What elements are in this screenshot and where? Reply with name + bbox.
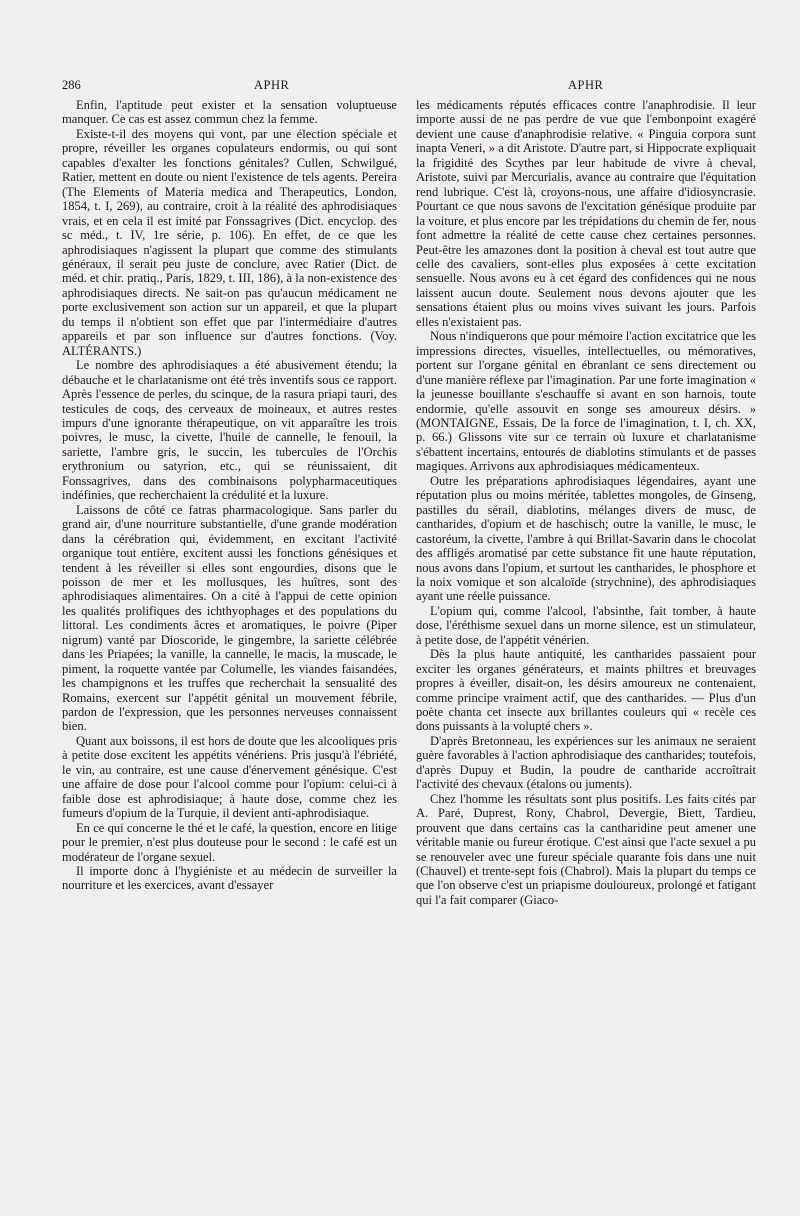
paragraph: Laissons de côté ce fatras pharmacologique. Sans parler du grand air, d'une nourriture substantielle, d'une grande modération dans la cérébration qui, évidemment, en excitant l'activité organique tout entière, excitent aussi les fonctions génésiques et tendent à les réveiller si elles sont engourdies, disons que le poisson de mer et les mollusques, les huîtres, sont des aphrodisiaques alimentaires. On a cité à l'appui de cette opinion les qualités prolifiques des ichthyophages et des populations du littoral. Les condiments âcres et aromatiques, le poivre (Piper nigrum) vanté par Dioscoride, le gingembre, la sariette célébrée dans les Priapées; la vanille, la cannelle, le macis, la muscade, le piment, la roquette vantée par Columelle, les viandes faisandées, les champignons et les truffes que recherchait la sensualité des Romains, exercent sur l'appétit génital un mouvement fébrile, pardon de l'expression, que les personnes nerveuses connaissent bien.: [62, 502, 397, 734]
left-column: [62, 98, 397, 1198]
paragraph: D'après Bretonneau, les expériences sur les animaux ne seraient guère favorables à l'action aphrodisiaque des cantharides; toutefois, d'après Dupuy et Budin, la poudre de cantharide accroîtrait l'activité des chevaux (étalons ou juments).: [416, 733, 756, 792]
paragraph: Outre les préparations aphrodisiaques légendaires, ayant une réputation plus ou moins méritée, tablettes mongoles, de Ginseng, pastilles du sérail, diablotins, mélanges divers de musc, de cantharides, d'opium et de haschisch; outre la vanille, le musc, le castoréum, la civette, l'ambre à qui Brillat-Savarin dans le chocolat des affligés aromatisé par cette substance fit une haute réputation, nous avons dans l'opium, et surtout les cantharides, le phosphore et la noix vomique et son alcaloïde (strychnine), des aphrodisiaques ayant une réelle puissance.: [416, 473, 756, 604]
paragraph: Dès la plus haute antiquité, les cantharides passaient pour exciter les organes générateurs, et maints philtres et breuvages propres à éveiller, disait-on, les désirs amoureux ne contenaient, comme principe vraiment actif, que des cantharides. — Plus d'un poète chanta cet insecte aux brillantes couleurs qui « recèle ces dons puissants à la volupté chers ».: [416, 647, 756, 734]
paragraph: les médicaments réputés efficaces contre l'anaphrodisie. Il leur importe aussi de ne pas perdre de vue que l'embonpoint exagéré devient une cause d'anaphrodisie relative. « Pinguia corpora sunt inapta Veneri, » a dit Aristote. D'autre part, si Hippocrate expliquait la frigidité des Scythes par leur habitude de vivre à cheval, Aristote, suivi par Mercurialis, avance au contraire que l'équitation rend lubrique. C'est là, croyons-nous, une affaire d'idiosyncrasie. Pourtant ce que nous savons de l'excitation génésique produite par la voiture, et plus encore par les trépidations du chemin de fer, nous font admettre la réalité de cette cause chez certaines personnes. Peut-être les amazones dont la position à cheval est tout autre que celle des cavaliers, sont-elles plus exposées à cette excitation sensuelle. Nous avons eu à cet égard des confidences qui ne nous laissent aucun doute. Seulement nous devons ajouter que les sensations étaient plus ou moins vives suivant les jours. Parfois elles n'existaient pas.: [416, 98, 756, 329]
paragraph: Nous n'indiquerons que pour mémoire l'action excitatrice que les impressions directes, visuelles, intellectuelles, ou mémoratives, portent sur l'organe génital en ébranlant ce sens directement ou d'une manière réflexe par l'imagination. Par une forte imagination « la jeunesse bouillante s'eschauffe si avant en son harnois, toute endormie, qu'elle assouvit en songe ses amoureux désirs. » (MONTAIGNE, Essais, De la force de l'imagination, t. I, ch. XX, p. 66.) Glissons vite sur ce terrain où luxure et charlatanisme s'ébattent incertains, entourés de diablotins stimulants et de passes magiques. Arrivons aux aphrodisiaques médicamenteux.: [416, 329, 756, 474]
paragraph: L'opium qui, comme l'alcool, l'absinthe, fait tomber, à haute dose, l'éréthisme sexuel dans un morne silence, est un stimulateur, à petite dose, de l'appétit vénérien.: [416, 603, 756, 647]
paragraph: Chez l'homme les résultats sont plus positifs. Les faits cités par A. Paré, Duprest, Rony, Chabrol, Devergie, Biett, Tardieu, prouvent que dans certains cas la cantharidine peut amener une véritable manie ou fureur érotique. C'est ainsi que l'acte sexuel a pu se renouveler avec une fureur spéciale quarante fois dans une nuit (Chauvel) et trente-sept fois (Chabrol). Mais la plupart du temps ce que l'on observe c'est un priapisme douloureux, prolongé et fatigant qui l'a fait comparer (Giaco-: [416, 791, 756, 907]
page-number: 286: [62, 78, 81, 92]
paragraph: En ce qui concerne le thé et le café, la question, encore en litige pour le premier, n'est plus douteuse pour le second : le café est un modérateur de l'organe sexuel.: [62, 820, 397, 864]
paragraph: Existe-t-il des moyens qui vont, par une élection spéciale et propre, réveiller les organes copulateurs endormis, ou qui sont capables d'exalter les fonctions génitales? Cullen, Schwilgué, Ratier, mettent en doute ou nient l'existence de tels agents. Pereira (The Elements of Materia medica and Therapeutics, London, 1854, t. I, 269), au contraire, croit à la réalité des aphrodisiaques vrais, et en cela il est imité par Fonssagrives (Dict. encyclop. des sc méd., t. IV, 1re série, p. 106). En effet, de ce que les aphrodisiaques n'agissent la plupart que comme des stimulants généraux, il serait peu juste de conclure, avec Ratier (Dict. de méd. et chir. pratiq., Paris, 1829, t. III, 186), à la non-existence des aphrodisiaques directs. Ne sait-on pas qu'aucun médicament ne porte exclusivement son action sur un appareil, et que la plupart du temps il n'obtient son effet que par l'intermédiaire d'autres appareils et par son influence sur d'autres fonctions. (Voy. ALTÉRANTS.): [62, 126, 397, 358]
paragraph: Enfin, l'aptitude peut exister et la sensation voluptueuse manquer. Ce cas est assez commun chez la femme.: [62, 98, 397, 127]
right-column: [416, 98, 756, 1198]
paragraph: Le nombre des aphrodisiaques a été abusivement étendu; la débauche et le charlatanisme ont été très inventifs sous ce rapport. Après l'essence de perles, du scinque, de la rasura priapi tauri, des testicules de coqs, des cerveaux de moineaux, et autres restes impurs d'une ignorante thérapeutique, on vit apparaître les trois poivres, le musc, la civette, l'huile de cannelle, le fenouil, la sariette, l'ambre gris, le succin, les tubercules de l'Orchis erythronium ou satyrion, etc., qui se réunissaient, dit Fonssagrives, dans des combinaisons polypharmaceutiques indéfinies, que recherchaient la crédulité et la luxure.: [62, 358, 397, 503]
paragraph: Quant aux boissons, il est hors de doute que les alcooliques pris à petite dose excitent les appétits vénériens. Pris jusqu'à l'ébriété, le vin, au contraire, est une cause d'énervement génésique. C'est une affaire de dose pour l'alcool comme pour l'opium: celui-ci à faible dose est aphrodisiaque; à haute dose, comme chez les fumeurs d'opium de la Turquie, il devient anti-aphrodisiaque.: [62, 733, 397, 821]
paragraph: Il importe donc à l'hygiéniste et au médecin de surveiller la nourriture et les exercices, avant d'essayer: [62, 864, 397, 893]
running-head-left: APHR: [254, 78, 290, 92]
page-header: [0, 78, 800, 94]
running-head-right: APHR: [568, 78, 604, 92]
